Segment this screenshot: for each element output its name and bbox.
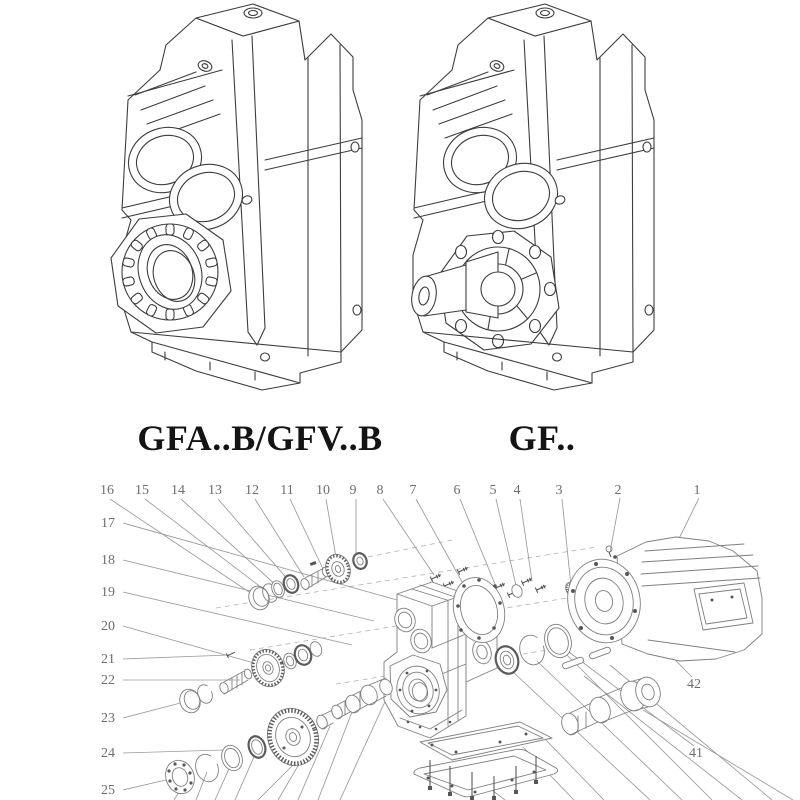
caption-left: GFA..B/GFV..B [137, 418, 383, 458]
gear-small [322, 551, 355, 587]
callout-21: 21 [101, 652, 115, 667]
callout-22: 22 [101, 673, 115, 688]
left-gearbox-drawing [111, 4, 362, 390]
callout-3: 3 [555, 483, 563, 498]
callout-19: 19 [101, 585, 115, 600]
callout-41: 41 [689, 746, 703, 761]
callout-14: 14 [171, 483, 185, 498]
filler-plug [536, 8, 554, 18]
snap-ring [516, 632, 548, 668]
callout-11: 11 [280, 483, 294, 498]
callout-15: 15 [135, 483, 149, 498]
intermediate-pinion-shaft [218, 668, 253, 694]
keys-and-hollow-shaft [559, 646, 664, 737]
eye-bolt [606, 546, 617, 559]
seal-ring [218, 742, 246, 773]
callout-8: 8 [376, 483, 384, 498]
callout-25: 25 [101, 783, 115, 798]
callout-7: 7 [409, 483, 417, 498]
callout-5: 5 [489, 483, 497, 498]
washer-thick [246, 734, 269, 760]
callout-10: 10 [316, 483, 330, 498]
snap-ring [192, 751, 222, 785]
callout-2: 2 [614, 483, 622, 498]
input-shaft-cluster [245, 551, 368, 613]
callout-23: 23 [101, 711, 115, 726]
retaining-ring [540, 621, 575, 661]
callout-24: 24 [101, 746, 115, 761]
callout-4: 4 [513, 483, 521, 498]
key-1 [562, 656, 585, 669]
callout-6: 6 [453, 483, 461, 498]
spacer-sleeve [315, 710, 333, 730]
callout-20: 20 [101, 619, 115, 634]
washer [351, 551, 369, 570]
washer-small [510, 583, 524, 599]
callout-17: 17 [101, 516, 115, 531]
right-gearbox-drawing [409, 4, 654, 390]
callout-1: 1 [693, 483, 701, 498]
motor [560, 537, 762, 661]
callout-42: 42 [687, 677, 701, 692]
filler-plug [244, 8, 262, 18]
key-2 [589, 646, 612, 659]
callout-18: 18 [101, 553, 115, 568]
roller-bearing [161, 756, 199, 798]
gear-medium [246, 645, 289, 692]
callout-16: 16 [100, 483, 114, 498]
callout-12: 12 [245, 483, 259, 498]
exploded-view [100, 483, 793, 800]
gear-large [260, 701, 327, 773]
intermediate-cluster [176, 640, 323, 716]
callout-9: 9 [349, 483, 357, 498]
callout-13: 13 [208, 483, 222, 498]
caption-right: GF.. [508, 418, 576, 458]
shaft-key [310, 561, 317, 566]
